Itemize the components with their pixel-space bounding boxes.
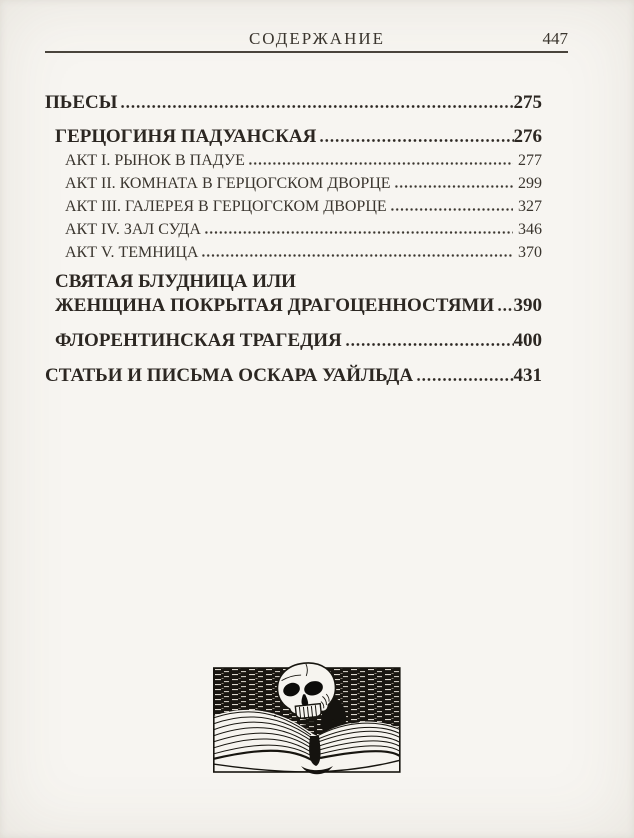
dot-leader [390,195,513,218]
toc-entry-act-2 [45,172,542,195]
toc-entry-page: 431 [513,365,542,386]
dot-leader [497,294,513,318]
toc-entry-page: 400 [513,330,542,351]
skull-book-illustration [213,658,401,782]
toc-entry-label: ФЛОРЕНТИНСКАЯ ТРАГЕДИЯ [55,330,342,351]
skull-on-open-book-engraving [213,658,401,782]
toc-entry-label: ПЬЕСЫ [45,92,118,113]
toc-entry-label: АКТ V. ТЕМНИЦА [65,244,199,261]
dot-leader [204,218,513,241]
toc-entry-florentine-tragedy [45,329,542,353]
toc-entry-label: ЖЕНЩИНА ПОКРЫТАЯ ДРАГОЦЕННОСТЯМИ [55,295,495,316]
toc-entry-duchess-of-padua [45,125,542,149]
toc-entry-label: АКТ III. ГАЛЕРЕЯ В ГЕРЦОГСКОМ ДВОРЦЕ [65,198,387,215]
toc-entry-act-5 [45,241,542,264]
toc-entry-holy-harlot-line2 [45,294,542,318]
dot-leader [120,91,513,115]
toc-entry-page: 276 [513,126,542,147]
toc-entry-act-3 [45,195,542,218]
toc-entry-label: ГЕРЦОГИНЯ ПАДУАНСКАЯ [55,126,317,147]
toc-entry-act-1 [45,149,542,172]
dot-leader [416,364,513,388]
dot-leader [345,329,514,353]
toc-entry-page: 277 [518,152,542,169]
page-number: 447 [542,29,568,48]
toc-entry-act-4 [45,218,542,241]
toc-entry-page: 275 [513,92,542,113]
toc-entry-articles-letters [45,364,542,388]
dot-leader [248,149,513,172]
toc-entry-label: АКТ II. КОМНАТА В ГЕРЦОГСКОМ ДВОРЦЕ [65,175,391,192]
contents-heading: СОДЕРЖАНИЕ [248,29,386,48]
toc-entry-page: 390 [513,295,542,316]
toc-entry-page: 370 [518,244,542,261]
toc-entry-label: СВЯТАЯ БЛУДНИЦА ИЛИ [55,271,296,292]
toc-entry-label: АКТ IV. ЗАЛ СУДА [65,221,201,238]
dot-leader [201,241,513,264]
header-rule [45,51,568,53]
toc-entry-page: 327 [518,198,542,215]
toc-entry-label: АКТ I. РЫНОК В ПАДУЕ [65,152,245,169]
toc-entry-page: 299 [518,175,542,192]
toc-entry-page: 346 [518,221,542,238]
table-of-contents [45,85,542,388]
toc-entry-plays [45,91,542,115]
dot-leader [319,125,513,149]
dot-leader [394,172,513,195]
toc-entry-label: СТАТЬИ И ПИСЬМА ОСКАРА УАЙЛЬДА [45,365,414,386]
toc-entry-holy-harlot-line1 [45,270,542,294]
